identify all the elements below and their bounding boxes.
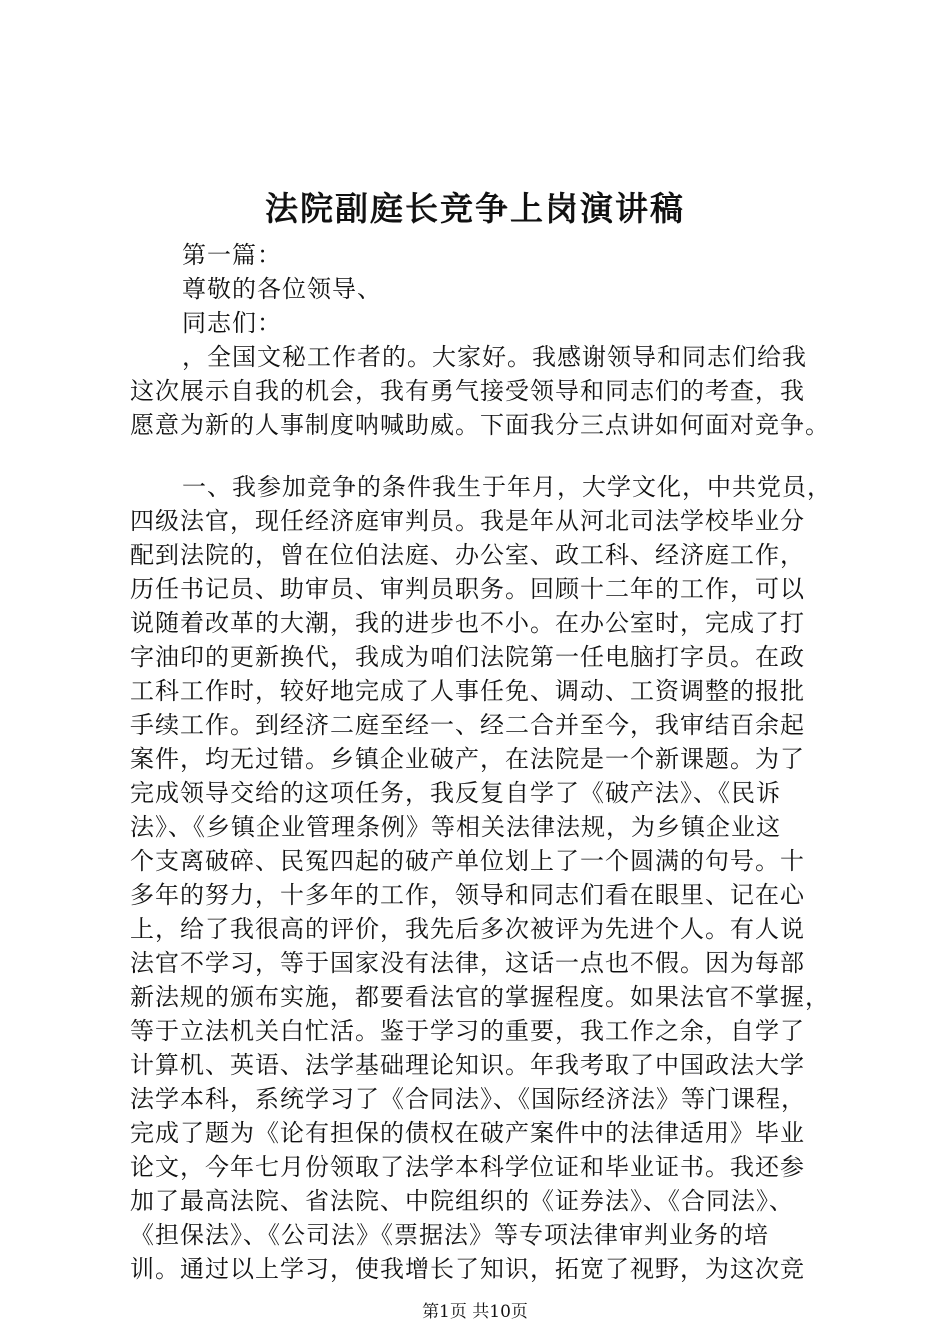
- text-line: 四级法官，现任经济庭审判员。我是年从河北司法学校毕业分: [130, 507, 805, 535]
- text-line: ，全国文秘工作者的。大家好。我感谢领导和同志们给我: [182, 343, 807, 371]
- text-line: 字油印的更新换代，我成为咱们法院第一任电脑打字员。在政: [130, 643, 805, 671]
- text-line: 完成了题为《论有担保的债权在破产案件中的法律适用》毕业: [130, 1119, 805, 1147]
- text-line: 愿意为新的人事制度呐喊助威。下面我分三点讲如何面对竞争。: [130, 411, 830, 439]
- text-line: 工科工作时，较好地完成了人事任免、调动、工资调整的报批: [130, 677, 805, 705]
- page-number-footer: 第1页 共10页: [422, 1302, 528, 1322]
- text-line: 一、我参加竞争的条件我生于年月，大学文化，中共党员，: [182, 473, 832, 501]
- text-line: 个支离破碎、民冤四起的破产单位划上了一个圆满的句号。十: [130, 847, 805, 875]
- text-line: 历任书记员、助审员、审判员职务。回顾十二年的工作，可以: [130, 575, 805, 603]
- text-line: 上，给了我很高的评价，我先后多次被评为先进个人。有人说: [130, 915, 805, 943]
- text-line: 配到法院的，曾在位伯法庭、办公室、政工科、经济庭工作，: [130, 541, 805, 569]
- text-line: 法学本科，系统学习了《合同法》、《国际经济法》等门课程，: [130, 1085, 806, 1113]
- text-line: 《担保法》、《公司法》《票据法》等专项法律审判业务的培: [130, 1221, 769, 1249]
- text-line: 说随着改革的大潮，我的进步也不小。在办公室时，完成了打: [130, 609, 805, 637]
- text-line: 计算机、英语、法学基础理论知识。年我考取了中国政法大学: [130, 1051, 805, 1079]
- text-line: 第一篇：: [182, 241, 282, 269]
- text-line: 新法规的颁布实施，都要看法官的掌握程度。如果法官不掌握，: [130, 983, 830, 1011]
- text-line: 论文，今年七月份领取了法学本科学位证和毕业证书。我还参: [130, 1153, 805, 1181]
- text-line: 多年的努力，十多年的工作，领导和同志们看在眼里、记在心: [130, 881, 805, 909]
- text-line: 这次展示自我的机会，我有勇气接受领导和同志们的考查，我: [130, 377, 805, 405]
- text-line: 法官不学习，等于国家没有法律，这话一点也不假。因为每部: [130, 949, 805, 977]
- text-line: 法》、《乡镇企业管理条例》等相关法律法规，为乡镇企业这: [130, 813, 781, 841]
- text-line: 尊敬的各位领导、: [182, 275, 382, 303]
- text-line: 加了最高法院、省法院、中院组织的《证券法》、《合同法》、: [130, 1187, 794, 1215]
- text-line: 完成领导交给的这项任务，我反复自学了《破产法》、《民诉: [130, 779, 781, 807]
- text-line: 同志们：: [182, 309, 282, 337]
- document-title: 法院副庭长竞争上岗演讲稿: [265, 189, 685, 228]
- text-line: 案件，均无过错。乡镇企业破产，在法院是一个新课题。为了: [130, 745, 805, 773]
- text-line: 等于立法机关白忙活。鉴于学习的重要，我工作之余，自学了: [130, 1017, 805, 1045]
- text-line: 训。通过以上学习，使我增长了知识，拓宽了视野，为这次竞: [130, 1255, 805, 1283]
- text-line: 手续工作。到经济二庭至经一、经二合并至今，我审结百余起: [130, 711, 805, 739]
